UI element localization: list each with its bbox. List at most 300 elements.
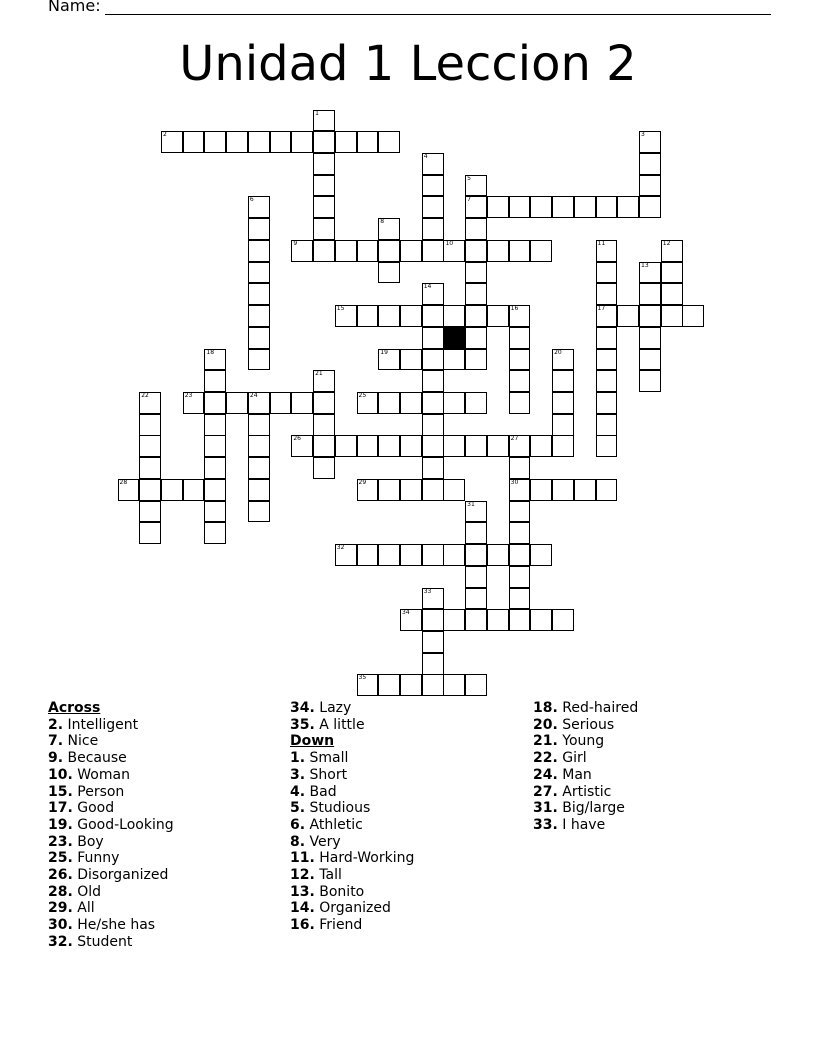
clue-number: 1. — [290, 750, 306, 767]
name-label: Name: — [48, 0, 101, 15]
grid-cell[interactable] — [161, 131, 183, 153]
grid-cell[interactable] — [596, 435, 618, 457]
grid-cell[interactable] — [443, 544, 465, 566]
grid-cell[interactable] — [291, 240, 313, 262]
clue-item — [48, 733, 174, 750]
clue-item — [290, 900, 414, 917]
grid-cell-number: 19 — [380, 348, 388, 356]
clue-item — [533, 817, 638, 834]
grid-cell[interactable] — [357, 240, 379, 262]
grid-cell[interactable] — [248, 435, 270, 457]
clue-text: Lazy — [314, 700, 352, 716]
grid-cell[interactable] — [509, 349, 531, 371]
grid-cell[interactable] — [248, 131, 270, 153]
clue-number: 2. — [48, 716, 64, 733]
grid-cell[interactable] — [530, 544, 552, 566]
grid-cell[interactable] — [443, 392, 465, 414]
clue-text: Very — [305, 833, 341, 850]
grid-cell[interactable] — [422, 327, 444, 349]
clue-number: 35. — [290, 716, 315, 733]
grid-cell[interactable] — [422, 544, 444, 566]
grid-cell[interactable] — [139, 435, 161, 457]
grid-cell-number: 12 — [662, 239, 671, 247]
grid-cell-number: 23 — [184, 391, 193, 399]
grid-cell[interactable] — [248, 196, 270, 218]
grid-cell[interactable] — [139, 479, 161, 501]
grid-cell[interactable] — [357, 544, 379, 566]
clue-heading: Across — [48, 700, 101, 716]
grid-cell[interactable] — [509, 305, 531, 327]
grid-cell[interactable] — [465, 283, 487, 305]
grid-cell[interactable] — [422, 631, 444, 653]
grid-cell[interactable] — [639, 153, 661, 175]
clue-text: Because — [63, 750, 127, 767]
clue-text: Tall — [314, 867, 342, 884]
grid-cell[interactable] — [465, 175, 487, 197]
clue-number: 26. — [48, 867, 73, 884]
grid-cell[interactable] — [465, 501, 487, 523]
clue-text: Bonito — [314, 883, 365, 900]
grid-cell[interactable] — [335, 240, 357, 262]
grid-cell-number: 35 — [358, 674, 367, 682]
grid-cell[interactable] — [400, 479, 422, 501]
grid-cell[interactable] — [509, 501, 531, 523]
grid-cell[interactable] — [291, 435, 313, 457]
grid-cell[interactable] — [204, 392, 226, 414]
grid-cell[interactable] — [291, 392, 313, 414]
grid-cell[interactable] — [422, 153, 444, 175]
grid-cell[interactable] — [378, 544, 400, 566]
grid-cell[interactable] — [335, 544, 357, 566]
grid-cell[interactable] — [183, 479, 205, 501]
grid-cell[interactable] — [509, 392, 531, 414]
clue-text: Bad — [305, 783, 337, 800]
grid-cell[interactable] — [422, 653, 444, 675]
grid-cell[interactable] — [596, 305, 618, 327]
grid-cell[interactable] — [400, 674, 422, 696]
clue-text: Studious — [305, 800, 371, 817]
grid-cell[interactable] — [661, 283, 683, 305]
grid-cell-number: 32 — [336, 544, 345, 552]
clue-item — [533, 733, 638, 750]
grid-cell[interactable] — [596, 349, 618, 371]
grid-cell[interactable] — [204, 370, 226, 392]
grid-cell[interactable] — [465, 262, 487, 284]
grid-cell[interactable] — [248, 501, 270, 523]
grid-cell[interactable] — [313, 110, 335, 132]
grid-cell-number: 30 — [510, 478, 519, 486]
grid-cell[interactable] — [313, 370, 335, 392]
clue-number: 16. — [290, 917, 315, 934]
grid-cell[interactable] — [313, 414, 335, 436]
grid-cell[interactable] — [509, 479, 531, 501]
grid-cell[interactable] — [552, 414, 574, 436]
clue-text: Small — [305, 750, 349, 767]
grid-cell[interactable] — [357, 392, 379, 414]
grid-cell[interactable] — [487, 609, 509, 631]
clue-number: 23. — [48, 833, 73, 850]
grid-cell[interactable] — [400, 392, 422, 414]
grid-cell[interactable] — [509, 522, 531, 544]
grid-cell[interactable] — [465, 522, 487, 544]
grid-cell[interactable] — [357, 305, 379, 327]
grid-cell[interactable] — [422, 218, 444, 240]
grid-cell[interactable] — [552, 349, 574, 371]
grid-cell[interactable] — [509, 609, 531, 631]
grid-cell[interactable] — [204, 435, 226, 457]
grid-cell[interactable] — [139, 522, 161, 544]
grid-cell[interactable] — [443, 305, 465, 327]
grid-cell[interactable] — [183, 392, 205, 414]
clue-text: Boy — [72, 833, 104, 850]
grid-cell[interactable] — [378, 674, 400, 696]
grid-cell[interactable] — [248, 262, 270, 284]
grid-cell[interactable] — [378, 349, 400, 371]
clue-text: Young — [557, 733, 605, 750]
grid-cell[interactable] — [487, 240, 509, 262]
grid-cell[interactable] — [639, 131, 661, 153]
grid-cell[interactable] — [422, 349, 444, 371]
clue-number: 28. — [48, 883, 73, 900]
grid-cell[interactable] — [183, 131, 205, 153]
grid-cell[interactable] — [443, 674, 465, 696]
clue-item — [48, 784, 174, 801]
grid-cell[interactable] — [617, 196, 639, 218]
grid-cell[interactable] — [422, 414, 444, 436]
grid-cell[interactable] — [204, 414, 226, 436]
grid-cell[interactable] — [422, 479, 444, 501]
grid-cell[interactable] — [574, 479, 596, 501]
grid-cell[interactable] — [509, 435, 531, 457]
grid-cell[interactable] — [465, 392, 487, 414]
grid-cell[interactable] — [248, 240, 270, 262]
grid-cell-number: 8 — [380, 218, 385, 226]
grid-cell[interactable] — [248, 305, 270, 327]
grid-cell[interactable] — [639, 305, 661, 327]
clue-item — [48, 867, 174, 884]
clue-number: 13. — [290, 883, 315, 900]
grid-cell[interactable] — [596, 327, 618, 349]
grid-cell-number: 15 — [336, 305, 345, 313]
grid-cell-number: 7 — [467, 196, 471, 204]
grid-cell[interactable] — [378, 240, 400, 262]
clue-item — [290, 750, 414, 767]
grid-cell[interactable] — [443, 609, 465, 631]
grid-cell[interactable] — [313, 392, 335, 414]
grid-cell[interactable] — [313, 196, 335, 218]
grid-cell[interactable] — [313, 153, 335, 175]
grid-cell[interactable] — [596, 370, 618, 392]
grid-cell[interactable] — [313, 131, 335, 153]
grid-cell[interactable] — [574, 196, 596, 218]
grid-cell[interactable] — [313, 218, 335, 240]
grid-cell[interactable] — [509, 370, 531, 392]
grid-cell[interactable] — [422, 674, 444, 696]
grid-cell[interactable] — [378, 392, 400, 414]
grid-cell[interactable] — [248, 414, 270, 436]
clues-column-1 — [48, 700, 174, 951]
grid-cell-number: 25 — [358, 391, 367, 399]
clue-number: 6. — [290, 816, 306, 833]
grid-cell[interactable] — [204, 479, 226, 501]
grid-cell-number: 10 — [445, 239, 454, 247]
grid-cell[interactable] — [552, 392, 574, 414]
grid-cell[interactable] — [357, 479, 379, 501]
grid-cell[interactable] — [596, 392, 618, 414]
clue-text: Disorganized — [72, 867, 169, 884]
grid-cell[interactable] — [422, 240, 444, 262]
grid-cell-number: 14 — [423, 283, 432, 291]
clue-item — [290, 884, 414, 901]
clue-number: 32. — [48, 933, 73, 950]
grid-cell[interactable] — [248, 457, 270, 479]
clues-column-3 — [533, 700, 638, 834]
grid-cell[interactable] — [465, 588, 487, 610]
clue-text: Intelligent — [63, 716, 139, 733]
grid-cell[interactable] — [487, 544, 509, 566]
grid-cell[interactable] — [465, 435, 487, 457]
clue-number: 29. — [48, 900, 73, 917]
grid-cell[interactable] — [422, 283, 444, 305]
grid-cell[interactable] — [596, 479, 618, 501]
grid-cell[interactable] — [443, 349, 465, 371]
grid-cell[interactable] — [248, 392, 270, 414]
grid-cell[interactable] — [118, 479, 140, 501]
grid-cell[interactable] — [552, 370, 574, 392]
grid-cell[interactable] — [422, 196, 444, 218]
grid-cell[interactable] — [422, 457, 444, 479]
grid-cell[interactable] — [443, 240, 465, 262]
clue-number: 31. — [533, 800, 558, 817]
grid-cell[interactable] — [204, 349, 226, 371]
grid-cell[interactable] — [270, 392, 292, 414]
clue-number: 3. — [290, 766, 306, 783]
clue-number: 14. — [290, 900, 315, 917]
grid-cell[interactable] — [639, 262, 661, 284]
grid-cell[interactable] — [661, 240, 683, 262]
clue-text: All — [72, 900, 95, 917]
grid-cell[interactable] — [617, 305, 639, 327]
grid-cell[interactable] — [400, 305, 422, 327]
grid-cell[interactable] — [552, 196, 574, 218]
clue-text: Good — [72, 800, 115, 817]
grid-cell-number: 27 — [510, 435, 519, 443]
clue-number: 18. — [533, 700, 558, 716]
grid-cell[interactable] — [465, 674, 487, 696]
grid-cell[interactable] — [682, 305, 704, 327]
clue-number: 4. — [290, 783, 306, 800]
grid-cell[interactable] — [248, 283, 270, 305]
grid-cell[interactable] — [139, 457, 161, 479]
grid-cell[interactable] — [596, 262, 618, 284]
grid-cell[interactable] — [639, 327, 661, 349]
grid-cell[interactable] — [378, 435, 400, 457]
grid-cell[interactable] — [313, 435, 335, 457]
grid-cell[interactable] — [530, 435, 552, 457]
grid-cell[interactable] — [400, 435, 422, 457]
grid-cell-number: 24 — [249, 391, 258, 399]
grid-cell[interactable] — [378, 131, 400, 153]
grid-cell[interactable] — [422, 588, 444, 610]
clue-text: Artistic — [557, 783, 612, 800]
grid-cell-number: 28 — [119, 478, 128, 486]
grid-cell-number: 26 — [293, 435, 301, 443]
grid-cell-number: 5 — [467, 174, 471, 182]
grid-cell-number: 6 — [249, 196, 254, 204]
grid-cell[interactable] — [335, 305, 357, 327]
grid-cell[interactable] — [443, 479, 465, 501]
grid-cell[interactable] — [378, 262, 400, 284]
clue-number: 5. — [290, 800, 306, 817]
grid-cell-number: 21 — [315, 370, 323, 378]
grid-cell[interactable] — [422, 435, 444, 457]
grid-cell[interactable] — [465, 609, 487, 631]
grid-cell[interactable] — [291, 131, 313, 153]
clue-item — [48, 750, 174, 767]
grid-cell-number: 33 — [423, 587, 432, 595]
grid-cell[interactable] — [639, 283, 661, 305]
grid-cell[interactable] — [552, 435, 574, 457]
grid-cell[interactable] — [465, 544, 487, 566]
grid-cell[interactable] — [248, 479, 270, 501]
clue-number: 25. — [48, 850, 73, 867]
grid-cell[interactable] — [530, 479, 552, 501]
grid-cell[interactable] — [509, 240, 531, 262]
grid-cell[interactable] — [509, 544, 531, 566]
clue-number: 7. — [48, 733, 64, 750]
grid-cell[interactable] — [465, 327, 487, 349]
grid-cell[interactable] — [313, 240, 335, 262]
grid-cell-number: 1 — [315, 109, 319, 117]
clue-number: 19. — [48, 816, 73, 833]
grid-cell[interactable] — [204, 457, 226, 479]
grid-cell[interactable] — [596, 240, 618, 262]
clue-text: Funny — [72, 850, 120, 867]
clue-text: Woman — [72, 766, 130, 783]
clue-heading: Down — [290, 733, 335, 750]
grid-cell[interactable] — [422, 305, 444, 327]
grid-cell[interactable] — [552, 609, 574, 631]
clue-item — [290, 784, 414, 801]
grid-cell[interactable] — [509, 457, 531, 479]
grid-cell[interactable] — [204, 131, 226, 153]
clue-item — [290, 700, 414, 717]
grid-cell[interactable] — [378, 479, 400, 501]
page-title: Unidad 1 Leccion 2 — [179, 36, 637, 92]
grid-cell[interactable] — [596, 283, 618, 305]
grid-cell[interactable] — [204, 501, 226, 523]
grid-cell[interactable] — [552, 479, 574, 501]
grid-cell[interactable] — [465, 196, 487, 218]
grid-cell[interactable] — [248, 349, 270, 371]
grid-cell[interactable] — [400, 240, 422, 262]
clue-item — [533, 800, 638, 817]
clue-text: Friend — [314, 917, 363, 934]
grid-cell[interactable] — [661, 305, 683, 327]
clue-text: Hard-Working — [314, 850, 415, 867]
grid-cell[interactable] — [639, 196, 661, 218]
grid-cell[interactable] — [400, 349, 422, 371]
grid-cell[interactable] — [465, 305, 487, 327]
grid-cell[interactable] — [639, 349, 661, 371]
clue-text: Nice — [63, 733, 99, 750]
grid-cell[interactable] — [661, 262, 683, 284]
grid-cell[interactable] — [530, 240, 552, 262]
grid-cell[interactable] — [226, 131, 248, 153]
grid-cell-black — [443, 327, 465, 349]
grid-cell[interactable] — [443, 435, 465, 457]
grid-cell[interactable] — [465, 240, 487, 262]
grid-cell[interactable] — [248, 218, 270, 240]
grid-cell[interactable] — [639, 175, 661, 197]
clue-item — [48, 834, 174, 851]
grid-cell[interactable] — [270, 131, 292, 153]
grid-cell[interactable] — [378, 218, 400, 240]
grid-cell[interactable] — [357, 131, 379, 153]
grid-cell[interactable] — [465, 218, 487, 240]
grid-cell[interactable] — [639, 370, 661, 392]
grid-cell[interactable] — [509, 196, 531, 218]
grid-cell[interactable] — [139, 501, 161, 523]
grid-cell[interactable] — [313, 457, 335, 479]
grid-cell[interactable] — [487, 305, 509, 327]
grid-cell-number: 17 — [597, 305, 606, 313]
grid-cell[interactable] — [248, 327, 270, 349]
clue-item — [290, 834, 414, 851]
grid-cell[interactable] — [161, 479, 183, 501]
clue-text: Student — [72, 933, 133, 950]
grid-cell-number: 20 — [554, 348, 562, 356]
grid-cell[interactable] — [530, 609, 552, 631]
clue-item — [290, 767, 414, 784]
grid-cell[interactable] — [422, 392, 444, 414]
grid-cell[interactable] — [596, 196, 618, 218]
grid-cell-number: 34 — [401, 609, 410, 617]
clue-text: Athletic — [305, 816, 363, 833]
grid-cell[interactable] — [400, 609, 422, 631]
grid-cell[interactable] — [357, 435, 379, 457]
grid-cell[interactable] — [487, 196, 509, 218]
grid-cell[interactable] — [226, 392, 248, 414]
grid-cell[interactable] — [422, 175, 444, 197]
grid-cell[interactable] — [378, 305, 400, 327]
clue-item — [290, 917, 414, 934]
clue-number: 33. — [533, 816, 558, 833]
grid-cell[interactable] — [596, 414, 618, 436]
grid-cell[interactable] — [422, 370, 444, 392]
grid-cell[interactable] — [509, 588, 531, 610]
grid-cell[interactable] — [465, 349, 487, 371]
grid-cell[interactable] — [400, 544, 422, 566]
clue-number: 8. — [290, 833, 306, 850]
grid-cell[interactable] — [422, 609, 444, 631]
grid-cell[interactable] — [335, 131, 357, 153]
grid-cell[interactable] — [530, 196, 552, 218]
grid-cell[interactable] — [509, 327, 531, 349]
grid-cell[interactable] — [204, 522, 226, 544]
grid-cell[interactable] — [139, 392, 161, 414]
grid-cell[interactable] — [465, 566, 487, 588]
grid-cell[interactable] — [509, 566, 531, 588]
clue-number: 12. — [290, 867, 315, 884]
clue-number: 9. — [48, 750, 64, 767]
grid-cell[interactable] — [357, 674, 379, 696]
clue-item — [290, 817, 414, 834]
grid-cell[interactable] — [335, 435, 357, 457]
grid-cell[interactable] — [313, 175, 335, 197]
grid-cell[interactable] — [139, 414, 161, 436]
grid-cell[interactable] — [487, 435, 509, 457]
